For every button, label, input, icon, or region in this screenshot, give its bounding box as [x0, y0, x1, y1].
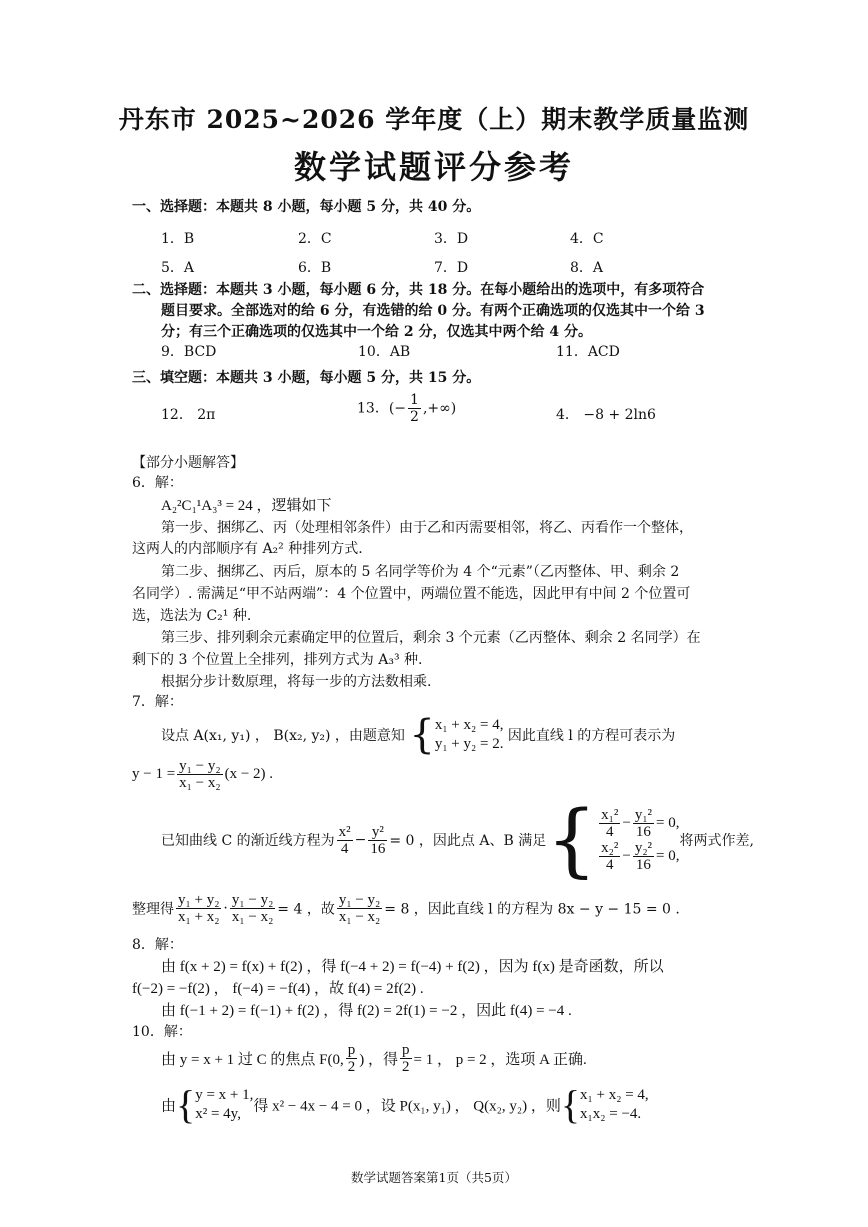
q7-line2: y − 1 = $\frac{\text{y₁ − y₂}}{\text{x₁ − x₂}}$ (x − 2) .: [132, 758, 274, 791]
section3-heading: 三、填空题：本题共 3 小题，每小题 5 分，共 15 分。: [132, 370, 481, 386]
q7-line1: 设点 A(x₁, y₁) ， B(x₂, y₂) ，由题意知 { x₁ + x₂ = 4, y₁ + y₂ = 2. 因此直线 l 的方程可表示为: [161, 712, 676, 758]
answer-11: 11．ACD: [556, 344, 620, 360]
answer-2: 2．C: [298, 231, 332, 247]
answer-13: 13．(− $\frac{1}{2}$ ,+∞): [357, 392, 457, 425]
answer-4: 4．C: [570, 231, 604, 247]
answer-1: 1．B: [161, 231, 195, 247]
q10-line2: 由{ y = x + 1, x² = 4y, 得 x² − 4x − 4 = 0 ，设 P(x₁, y₁) ， Q(x₂, y₂) ，则{ x₁ + x₂ = 4, x₁x₂ = −4.: [161, 1082, 649, 1127]
answer-9: 9．BCD: [161, 344, 217, 360]
q8-line3: 由 f(−1 + 2) = f(−1) + f(2) ，得 f(2) = 2f(1) = −2 ，因此 f(4) = −4 .: [161, 1003, 572, 1019]
q7-line4: 整理得 $\frac{\text{y₁ + y₂}}{\text{x₁ + x₂}}$ · $\frac{\text{y₁ − y₂}}{\text{x₁ − x₂}}$ = 4 ，故 $\frac{\text{y₁ − y₂}}{\text{x₁ − x₂}}$ = 8 ，因此直线 l 的方程为 8x − y − 15 = 0 .: [132, 892, 680, 925]
answer-3: 3．D: [434, 231, 469, 247]
answer-8: 8．A: [570, 260, 604, 276]
section1-heading: 一、选择题：本题共 8 小题，每小题 5 分，共 40 分。: [132, 199, 481, 215]
q10-label: 10．解：: [132, 1024, 192, 1040]
answer-7: 7．D: [434, 260, 469, 276]
q10-line1: 由 y = x + 1 过 C 的焦点 F(0, $\frac{p}{2}$ ) ，得 $\frac{p}{2}$ = 1 ， p = 2 ，选项 A 正确.: [161, 1042, 587, 1075]
q6-line2: 第一步、捆绑乙、丙（处理相邻条件）由于乙和丙需要相邻，将乙、丙看作一个整体，: [161, 520, 693, 536]
answer-6: 6．B: [298, 260, 332, 276]
q6-line3: 这两人的内部顺序有 A₂² 种排列方式.: [132, 541, 363, 557]
q7-label: 7．解：: [132, 694, 183, 710]
section2-heading-line2: 题目要求。全部选对的给 6 分，有选错的给 0 分。有两个正确选项的仅选其中一个给 3: [161, 303, 705, 319]
q8-line2: f(−2) = −f(2) ， f(−4) = −f(4) ，故 f(4) = 2f(2) .: [132, 981, 424, 997]
q6-line6: 选，选法为 C₂¹ 种.: [132, 608, 252, 624]
q8-label: 8．解：: [132, 937, 183, 953]
section2-heading-line1: 二、选择题：本题共 3 小题，每小题 6 分，共 18 分。在每小题给出的选项中，有多项符合: [132, 282, 705, 298]
page-footer: 数学试题答案第1页（共5页）: [351, 1170, 517, 1185]
q6-line1: A₂²C₁¹A₃³ = 24 ，逻辑如下: [161, 498, 332, 514]
q6-label: 6．解：: [132, 475, 183, 491]
document-subtitle: 数学试题评分参考: [293, 148, 574, 186]
q6-line4: 第二步、捆绑乙、丙后，原本的 5 名同学等价为 4 个“元素”（乙丙整体、甲、剩余 2: [161, 564, 680, 580]
section2-heading-line3: 分；有三个正确选项的仅选其中一个给 2 分，仅选其中两个给 4 分。: [161, 324, 592, 340]
solutions-heading: 【部分小题解答】: [132, 455, 244, 471]
q7-line3: 已知曲线 C 的渐近线方程为 $\frac{\text{x²}}{4}$ − $\frac{\text{y²}}{16}$ = 0 ，因此点 A、B 满足{ $\frac{\text{x₁²}}{4}$ − $\frac{\text{y₁²}}{16}$ = 0, $\frac{\text{x₂²}}{4}$ − $\frac{\text{y₂²}}{16}$ = 0, 将两式作差,: [161, 793, 754, 886]
answer-10: 10．AB: [358, 344, 411, 360]
answer-12: 12． 2π: [161, 407, 216, 423]
q6-line5: 名同学）. 需满足“甲不站两端”：4 个位置中，两端位置不能选，因此甲有中间 2 个位置可: [132, 586, 691, 602]
q6-line7: 第三步、排列剩余元素确定甲的位置后，剩余 3 个元素（乙丙整体、剩余 2 名同学）在: [161, 630, 701, 646]
answer-5: 5．A: [161, 260, 195, 276]
q8-line1: 由 f(x + 2) = f(x) + f(2) ，得 f(−4 + 2) = f(−4) + f(2) ，因为 f(x) 是奇函数，所以: [161, 959, 664, 975]
answer-14: 4． −8 + 2ln6: [556, 407, 656, 423]
q6-line8: 剩下的 3 个位置上全排列，排列方式为 A₃³ 种.: [132, 652, 423, 668]
document-title: 丹东市 2025~2026 学年度（上）期末教学质量监测: [118, 105, 750, 134]
q6-line9: 根据分步计数原理，将每一步的方法数相乘.: [161, 674, 432, 690]
